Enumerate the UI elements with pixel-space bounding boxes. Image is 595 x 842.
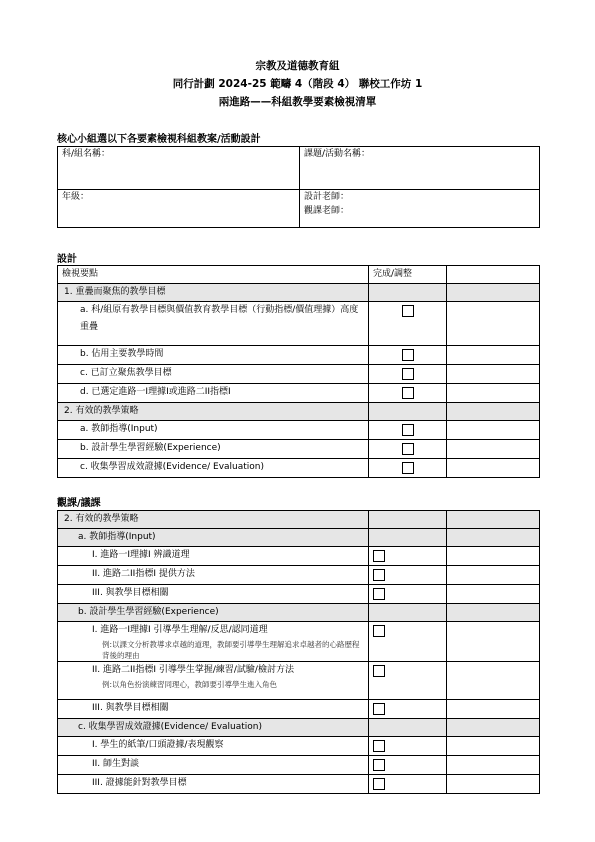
observe-item-text: c. 收集學習成效證據(Evidence/ Evaluation) xyxy=(78,722,263,732)
observe-extra-cell xyxy=(447,622,540,662)
observe-item-example: 例:以角色扮演練習同理心，教師要引導學生進入角色 xyxy=(102,680,278,689)
completion-checkbox[interactable] xyxy=(402,443,414,455)
observe-item-cell xyxy=(58,529,369,547)
grade-label: 年級： xyxy=(62,192,90,202)
observe-row xyxy=(58,529,540,547)
design-status-cell xyxy=(369,421,447,440)
design-item-text: a. 教師指導(Input) xyxy=(58,421,369,440)
completion-checkbox[interactable] xyxy=(402,462,414,474)
design-extra-cell xyxy=(447,440,540,459)
observe-row xyxy=(58,622,540,662)
observe-extra-cell xyxy=(447,662,540,700)
observe-status-cell xyxy=(369,585,447,604)
design-extra-cell xyxy=(447,346,540,365)
observe-status-cell xyxy=(369,775,447,794)
observe-status-cell xyxy=(369,700,447,719)
observe-extra-cell xyxy=(447,566,540,585)
design-item-text: c. 收集學習成效證據(Evidence/ Evaluation) xyxy=(58,459,369,478)
observe-status-cell xyxy=(369,756,447,775)
design-item-text: a. 科/組原有教學目標與價值教育教學目標（行動指標/價值理據）高度重疊 xyxy=(58,302,369,346)
observe-status-cell xyxy=(369,511,447,529)
observe-status-cell xyxy=(369,604,447,622)
observe-extra-cell xyxy=(447,700,540,719)
observe-item-text: III. 與教學目標相關 xyxy=(92,703,169,713)
subject-field[interactable] xyxy=(58,147,300,190)
observe-item-text: I. 進路一I理據I 辨識道理 xyxy=(92,550,190,560)
observe-row xyxy=(58,511,540,529)
design-item-text: b. 設計學生學習經驗(Experience) xyxy=(58,440,369,459)
completion-checkbox[interactable] xyxy=(373,665,385,677)
observe-extra-cell xyxy=(447,775,540,794)
doc-title-line2: 同行計劃 2024-25 範疇 4（階段 4） 聯校工作坊 1 xyxy=(172,78,423,90)
completion-checkbox[interactable] xyxy=(373,703,385,715)
design-status-cell xyxy=(369,440,447,459)
design-status-cell xyxy=(369,403,447,421)
observe-extra-cell xyxy=(447,756,540,775)
completion-checkbox[interactable] xyxy=(373,778,385,790)
design-item-text: 2. 有效的教學策略 xyxy=(58,403,369,421)
design-item-row xyxy=(58,384,540,403)
info-table xyxy=(57,146,540,228)
design-item-text: b. 佔用主要教學時間 xyxy=(58,346,369,365)
observe-row xyxy=(58,604,540,622)
design-status-cell xyxy=(369,346,447,365)
info-section-title: 核心小組選以下各要素檢視科組教案/活動設計 xyxy=(57,134,261,145)
observe-row xyxy=(58,700,540,719)
observe-item-text: 2. 有效的教學策略 xyxy=(64,514,139,524)
completion-checkbox[interactable] xyxy=(402,387,414,399)
completion-checkbox[interactable] xyxy=(402,424,414,436)
design-status-cell xyxy=(369,284,447,302)
completion-checkbox[interactable] xyxy=(373,569,385,581)
doc-title-line1: 宗教及道德教育組 xyxy=(255,60,340,72)
observe-status-cell xyxy=(369,719,447,737)
observe-extra-cell xyxy=(447,737,540,756)
design-extra-cell xyxy=(447,365,540,384)
design-item-row xyxy=(58,459,540,478)
design-item-row xyxy=(58,302,540,346)
design-table xyxy=(57,265,540,478)
observe-status-cell xyxy=(369,737,447,756)
design-col-status: 完成/調整 xyxy=(369,266,447,284)
design-extra-cell xyxy=(447,302,540,346)
design-extra-cell xyxy=(447,384,540,403)
observe-status-cell xyxy=(369,622,447,662)
observe-item-cell xyxy=(58,585,369,604)
course-field[interactable] xyxy=(300,147,540,190)
design-status-cell xyxy=(369,302,447,346)
observe-row xyxy=(58,585,540,604)
observe-extra-cell xyxy=(447,719,540,737)
observe-item-cell xyxy=(58,511,369,529)
designer-label: 設計老師： xyxy=(304,192,350,202)
design-extra-cell xyxy=(447,284,540,302)
observe-item-text: I. 進路一I理據I 引導學生理解/反思/認同道理 xyxy=(92,625,268,635)
observe-extra-cell xyxy=(447,604,540,622)
observe-row xyxy=(58,547,540,566)
observe-item-text: I. 學生的紙筆/口頭證據/表現觀察 xyxy=(92,740,224,750)
observe-item-text: II. 進路二II指標I 引導學生掌握/練習/試驗/檢討方法 xyxy=(92,665,294,675)
design-status-cell xyxy=(369,384,447,403)
design-status-cell xyxy=(369,365,447,384)
design-item-text: c. 已訂立聚焦教學目標 xyxy=(58,365,369,384)
completion-checkbox[interactable] xyxy=(402,368,414,380)
observe-item-text: a. 教師指導(Input) xyxy=(78,532,156,542)
observe-status-cell xyxy=(369,566,447,585)
completion-checkbox[interactable] xyxy=(373,759,385,771)
observe-item-text: III. 與教學目標相關 xyxy=(92,588,169,598)
completion-checkbox[interactable] xyxy=(373,625,385,637)
observe-item-cell xyxy=(58,622,369,662)
design-col-item: 檢視要點 xyxy=(58,266,369,284)
completion-checkbox[interactable] xyxy=(373,740,385,752)
observe-item-cell xyxy=(58,719,369,737)
observe-item-cell xyxy=(58,775,369,794)
completion-checkbox[interactable] xyxy=(402,305,414,317)
design-extra-cell xyxy=(447,421,540,440)
design-item-row xyxy=(58,421,540,440)
completion-checkbox[interactable] xyxy=(373,588,385,600)
observe-extra-cell xyxy=(447,529,540,547)
design-extra-cell xyxy=(447,459,540,478)
observe-item-cell xyxy=(58,662,369,700)
design-section-title: 設計 xyxy=(57,254,77,265)
design-status-cell xyxy=(369,459,447,478)
completion-checkbox[interactable] xyxy=(373,550,385,562)
course-label: 課題/活動名稱： xyxy=(304,149,371,159)
observe-row xyxy=(58,775,540,794)
observe-status-cell xyxy=(369,529,447,547)
design-item-row xyxy=(58,346,540,365)
observer-label: 觀課老師： xyxy=(304,206,350,216)
doc-title-line3: 兩進路——科組教學要素檢視清單 xyxy=(218,96,377,108)
observe-section-title: 觀課/議課 xyxy=(57,498,101,509)
observe-item-cell xyxy=(58,547,369,566)
observe-item-cell xyxy=(58,566,369,585)
teacher-field[interactable] xyxy=(300,190,540,228)
observe-table xyxy=(57,510,540,794)
completion-checkbox[interactable] xyxy=(402,349,414,361)
design-item-row xyxy=(58,440,540,459)
observe-row xyxy=(58,566,540,585)
observe-item-cell xyxy=(58,756,369,775)
observe-item-cell xyxy=(58,604,369,622)
observe-row xyxy=(58,719,540,737)
observe-item-text: b. 設計學生學習經驗(Experience) xyxy=(78,607,219,617)
subject-label: 科/組名稱： xyxy=(62,149,111,159)
observe-extra-cell xyxy=(447,585,540,604)
design-col-extra xyxy=(447,266,540,284)
observe-item-cell xyxy=(58,700,369,719)
observe-extra-cell xyxy=(447,547,540,566)
observe-status-cell xyxy=(369,547,447,566)
observe-row xyxy=(58,756,540,775)
observe-item-example: 例:以課文分析教導求卓越的道理，教師要引導學生理解追求卓越者的心路歷程背後的理由 xyxy=(102,640,360,660)
design-category-row xyxy=(58,284,540,302)
observe-item-text: II. 師生對談 xyxy=(92,759,140,769)
design-item-row xyxy=(58,365,540,384)
observe-row xyxy=(58,662,540,700)
observe-extra-cell xyxy=(447,511,540,529)
design-category-row xyxy=(58,403,540,421)
observe-item-text: III. 證據能針對教學目標 xyxy=(92,778,187,788)
design-item-text: d. 已選定進路一I理據I或進路二II指標I xyxy=(58,384,369,403)
grade-field[interactable] xyxy=(58,190,300,228)
observe-item-text: II. 進路二II指標I 提供方法 xyxy=(92,569,195,579)
design-extra-cell xyxy=(447,403,540,421)
observe-row xyxy=(58,737,540,756)
observe-status-cell xyxy=(369,662,447,700)
design-item-text: 1. 重疊而聚焦的教學目標 xyxy=(58,284,369,302)
observe-item-cell xyxy=(58,737,369,756)
